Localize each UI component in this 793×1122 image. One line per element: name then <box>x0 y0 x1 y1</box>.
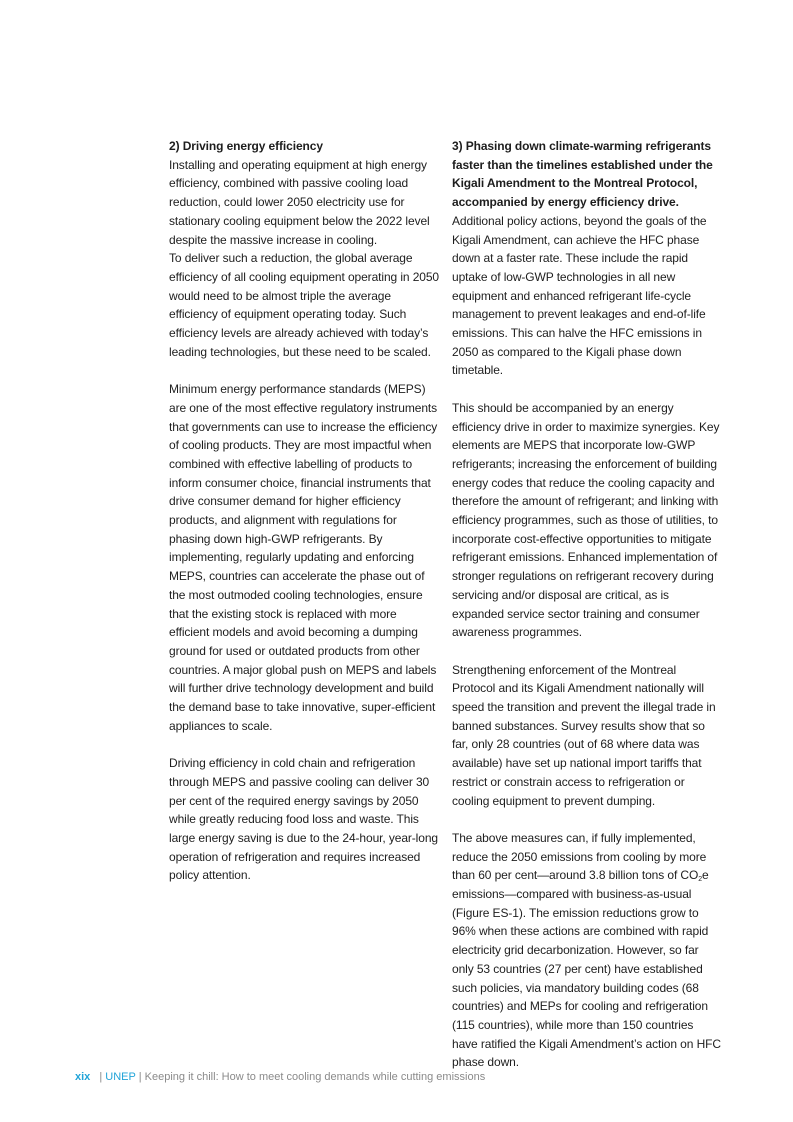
subscript: 2 <box>698 876 703 884</box>
right-column <box>452 137 722 1072</box>
footer-title: Keeping it chill: How to meet cooling demands while cutting emissions <box>144 1071 486 1083</box>
text-run: e emissions—compared with business-as-usual (Figure ES-1). The emission reductions grow to 96% when these actions are combined with rapid electricity grid decarbonization. However, so far only 53 countries (27 per cent) have established such policies, via mandatory building codes (68 countries) and MEPs for cooling and refrigeration (115 countries), while more than 150 countries have ratified the Kigali Amendment’s action on HFC phase down. <box>452 868 721 1070</box>
text-run: The above measures can, if fully implemented, reduce the 2050 emissions from cooling by more than 60 per cent—around 3.8 billion tons of CO <box>452 830 707 883</box>
footer-org: UNEP <box>105 1071 136 1083</box>
footer-separator: | <box>138 1071 142 1083</box>
paragraph: This should be accompanied by an energy efficiency drive in order to maximize synergies. Key elements are MEPS that incorporate low-GWP refrigerants; increasing the enforcement of building energy codes that reduce the cooling capacity and therefore the amount of refrigerant; and linking with efficiency programmes, such as those of utilities, to incorporate cost-effective opportunities to mitigate refrigerant emissions. Enhanced implementation of stronger regulations on refrigerant recovery during servicing and/or disposal are critical, as is expanded service sector training and consumer awareness programmes. <box>452 400 720 640</box>
paragraph: Installing and operating equipment at high energy efficiency, combined with passive cooling load reduction, could lower 2050 electricity use for stationary cooling equipment below the 2022 level despite the massive increase in cooling. <box>169 157 430 247</box>
page-footer <box>75 1071 485 1083</box>
paragraph: Driving efficiency in cold chain and refrigeration through MEPS and passive cooling can deliver 30 per cent of the required energy savings by 2050 while greatly reducing food loss and waste. This large energy saving is due to the 24-hour, year-long operation of refrigeration and requires increased policy attention. <box>169 756 438 883</box>
paragraph: Additional policy actions, beyond the goals of the Kigali Amendment, can achieve the HFC phase down at a faster rate. These include the rapid uptake of low-GWP technologies in all new equipment and enhanced refrigerant life-cycle management to prevent leakages and end-of-life emissions. This can halve the HFC emissions in 2050 as compared to the Kigali phase down timetable. <box>452 213 707 378</box>
paragraph: Minimum energy performance standards (MEPS) are one of the most effective regulatory instruments that governments can use to increase the efficiency of cooling products. They are most impactful when combined with effective labelling of products to inform consumer choice, financial instruments that drive consumer demand for higher efficiency products, and alignment with regulations for phasing down high-GWP refrigerants. By implementing, regularly updating and enforcing MEPS, countries can accelerate the phase out of the most outmoded cooling technologies, ensure that the existing stock is replaced with more efficient models and avoid becoming a dumping ground for used or outdated products from other countries. A major global push on MEPS and labels will further drive technology development and build the demand base to take innovative, super-efficient appliances to scale. <box>169 382 438 733</box>
paragraph: To deliver such a reduction, the global average efficiency of all cooling equipment operating in 2050 would need to be almost triple the average efficiency of equipment operating today. Such efficiency levels are already achieved with today’s leading technologies, but these need to be scaled. <box>169 251 439 359</box>
paragraph: Strengthening enforcement of the Montreal Protocol and its Kigali Amendment nationally will speed the transition and prevent the illegal trade in banned substances. Survey results show that so far, only 28 countries (out of 68 where data was available) have set up national import tariffs that restrict or constrain access to refrigeration or cooling equipment to prevent dumping. <box>452 662 716 808</box>
paragraph-emissions <box>452 829 722 1072</box>
section-heading-refrigerants: 3) Phasing down climate-warming refrigerants faster than the timelines established under the Kigali Amendment to the Montreal Protocol, accompanied by energy efficiency drive. <box>452 139 713 210</box>
footer-separator: | <box>99 1071 103 1083</box>
left-column <box>169 137 439 885</box>
page-number: xix <box>75 1071 91 1083</box>
section-heading-energy-efficiency: 2) Driving energy efficiency <box>169 139 323 153</box>
